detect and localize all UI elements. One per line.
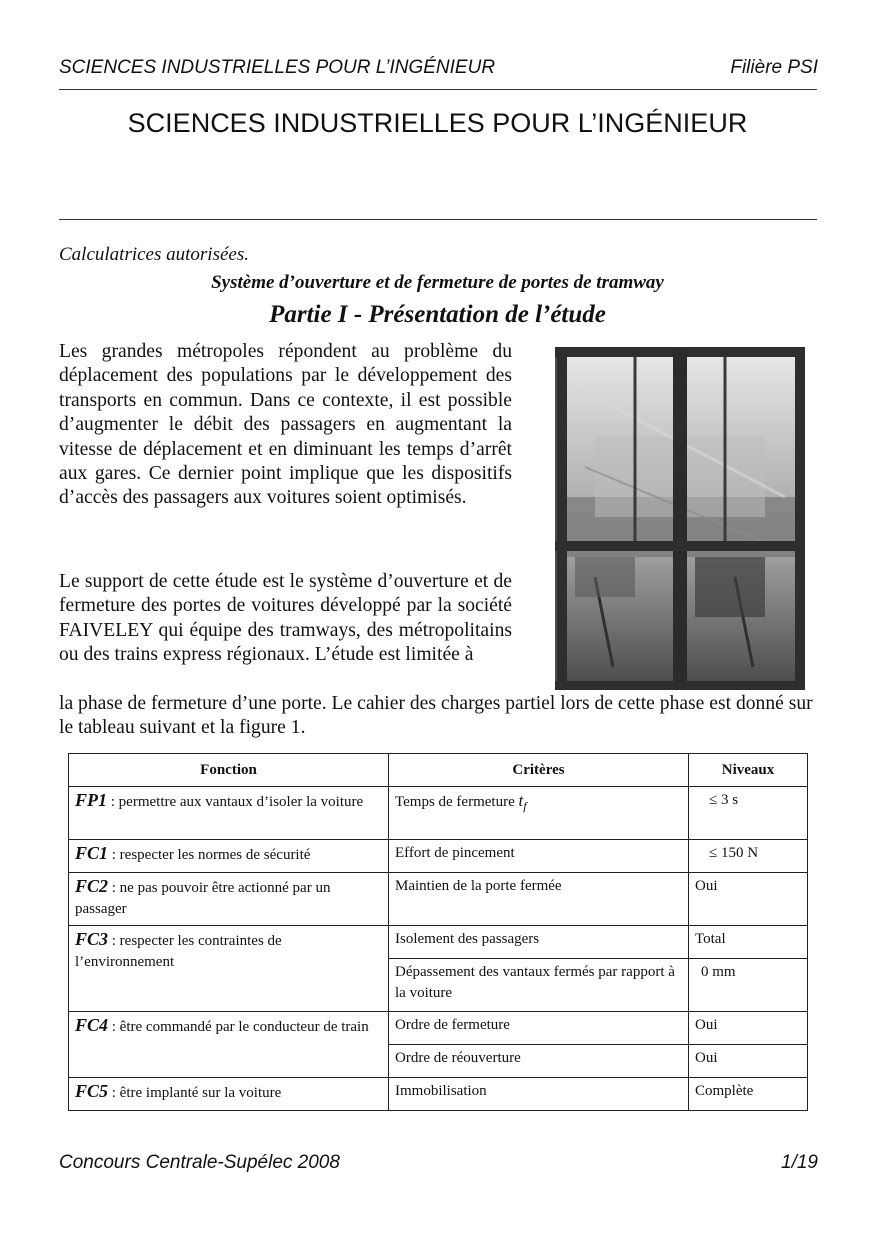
criterion-cell: Effort de pincement — [389, 840, 689, 873]
function-text: : être implanté sur la voiture — [108, 1085, 282, 1101]
calculators-note: Calculatrices autorisées. — [59, 244, 249, 265]
title-rule — [59, 219, 817, 220]
tf-symbol: t — [518, 791, 524, 810]
footer-contest: Concours Centrale-Supélec 2008 — [59, 1152, 340, 1173]
level-text: ≤ 3 s — [709, 792, 739, 808]
criterion-cell: Ordre de fermeture — [389, 1012, 689, 1045]
function-cell — [69, 926, 389, 1012]
function-cell — [69, 1078, 389, 1111]
level-cell — [689, 787, 808, 840]
table-header-row — [69, 754, 808, 787]
level-cell: Oui — [689, 873, 808, 926]
header-rule — [59, 89, 817, 90]
function-cell — [69, 1012, 389, 1078]
footer-page-number: 1/19 — [781, 1152, 818, 1173]
table-row — [69, 1012, 808, 1045]
intro-paragraph: Les grandes métropoles répondent au problème du déplacement des populations par le développement des transports en commun. Dans ce contexte, il est possible d’augmenter le débit des passagers en augmentant la vitesse de déplacement et en diminuant les temps d’arrêt aux gares. Ce dernier point implique que les dispositifs d’accès des passagers aux voitures soient optimisés. — [59, 341, 512, 509]
requirements-table — [68, 753, 808, 1111]
header-criteria: Critères — [389, 754, 689, 787]
criterion-cell: Dépassement des vantaux fermés par rapport à la voiture — [389, 959, 689, 1012]
criterion-text: Temps de fermeture — [395, 794, 519, 810]
level-cell: ≤ 150 N — [689, 840, 808, 873]
table-row — [69, 840, 808, 873]
function-text: : permettre aux vantaux d’isoler la voiture — [107, 794, 364, 810]
criterion-cell: Immobilisation — [389, 1078, 689, 1111]
function-code: FC3 — [75, 929, 109, 949]
function-text: : respecter les normes de sécurité — [108, 847, 311, 863]
tf-subscript: f — [523, 799, 527, 813]
support-paragraph: Le support de cette étude est le système d’ouverture et de fermeture des portes de voitures développé par la société FAIVELEY qui équipe des tramways, des métropolitains ou des trains express régionaux. L’étude est limitée à — [59, 571, 512, 666]
support-paragraph-tail: la phase de fermeture d’une porte. Le cahier des charges partiel lors de cette phase est donné sur le tableau suivant et la figure 1. — [59, 693, 813, 739]
table-row — [69, 787, 808, 840]
function-code: FC5 — [75, 1081, 109, 1101]
criterion-cell — [389, 787, 689, 840]
function-code: FC1 — [75, 843, 109, 863]
header-function: Fonction — [69, 754, 389, 787]
level-cell: Total — [689, 926, 808, 959]
table-row — [69, 1078, 808, 1111]
header-title: SCIENCES INDUSTRIELLES POUR L’INGÉNIEUR — [59, 57, 496, 78]
part-title: Partie I - Présentation de l’étude — [269, 301, 606, 328]
level-cell: Oui — [689, 1045, 808, 1078]
criterion-cell: Ordre de réouverture — [389, 1045, 689, 1078]
level-cell: Oui — [689, 1012, 808, 1045]
level-cell: Complète — [689, 1078, 808, 1111]
function-text: : être commandé par le conducteur de train — [108, 1019, 369, 1035]
main-title: SCIENCES INDUSTRIELLES POUR L’INGÉNIEUR — [127, 108, 748, 138]
header-levels: Niveaux — [689, 754, 808, 787]
function-cell — [69, 840, 389, 873]
criterion-cell: Maintien de la porte fermée — [389, 873, 689, 926]
criterion-cell: Isolement des passagers — [389, 926, 689, 959]
level-cell: 0 mm — [689, 959, 808, 1012]
table-row — [69, 873, 808, 926]
subject-title: Système d’ouverture et de fermeture de portes de tramway — [211, 272, 664, 293]
function-cell — [69, 873, 389, 926]
function-code: FC2 — [75, 876, 109, 896]
header-track: Filière PSI — [730, 57, 818, 78]
function-code: FC4 — [75, 1015, 109, 1035]
tram-door-photo — [555, 347, 805, 690]
function-code: FP1 — [75, 790, 108, 810]
function-cell — [69, 787, 389, 840]
function-text: : respecter les contraintes de l’environnement — [75, 933, 282, 970]
table-row — [69, 926, 808, 959]
function-text: : ne pas pouvoir être actionné par un passager — [75, 880, 331, 917]
